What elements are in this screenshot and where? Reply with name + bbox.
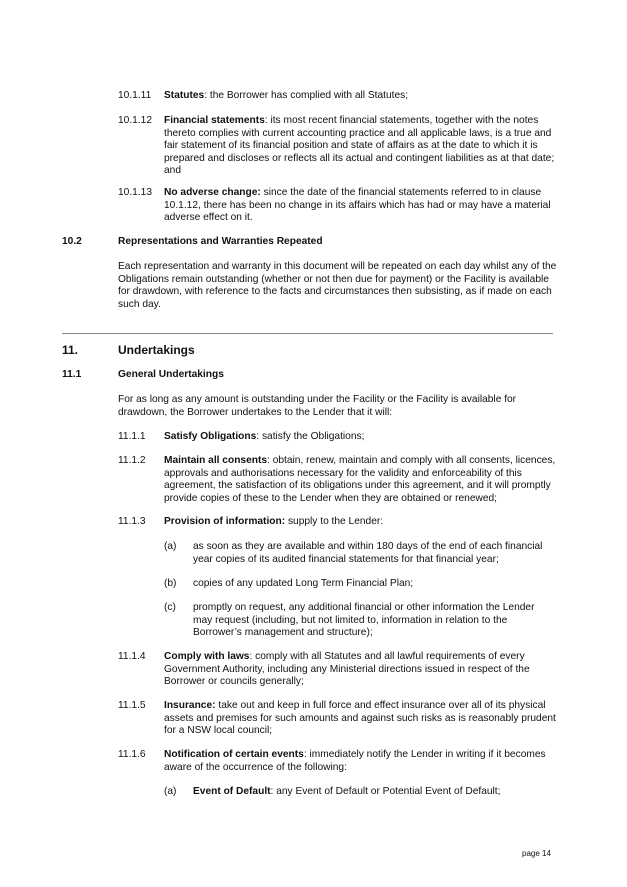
clause-title: Comply with laws [164,651,250,662]
clause-body: supply to the Lender: [285,516,384,527]
subclause-text: promptly on request, any additional financial or other information the Lender may request (including, but not limited to, information in relation to the Borrower’s management and structure); [193,602,535,639]
section-body: For as long as any amount is outstanding under the Facility or the Facility is available for drawdown, the Borrower undertakes to the Lender that it will: [118,394,517,418]
clause-title: Statutes [164,90,205,101]
clause-title: Satisfy Obligations [164,431,257,442]
clause-text [164,431,556,444]
clause-body: take out and keep in full force and effect insurance over all of its physical assets and premises for such amounts and against such risks as is reasonably prudent for a NSW local council; [164,700,556,737]
clause-body: : satisfy the Obligations; [256,431,365,442]
clause-body: : immediately notify the Lender in writing if it becomes aware of the occurrence of the following: [164,749,546,773]
subclause-text: as soon as they are available and within 180 days of the end of each financial year copies of its audited financial statements for that financial year; [193,541,543,565]
clause-body: : the Borrower has complied with all Statutes; [204,90,409,101]
section-heading: Undertakings [118,343,195,357]
section-number: 10.2 [62,236,82,247]
clause-title: Financial statements [164,115,265,126]
clause-title: Event of Default [193,786,271,797]
clause-number: 11.1.1 [118,431,146,442]
clause-text [164,516,556,529]
clause-text [164,90,556,103]
subclause-letter: (b) [164,578,177,589]
clause-title: Maintain all consents [164,455,268,466]
subclause-letter: (a) [164,786,177,797]
clause-number: 10.1.12 [118,115,152,126]
clause-title: Notification of certain events [164,749,304,760]
clause-body: : its most recent financial statements, together with the notes thereto complies with current accounting practice and all applicable laws, is a true and fair statement of its financial position and state of affairs as at the date to which it is prepared and discloses or reflects all its actual and contingent liabilities as at that date; and [164,115,555,177]
subclause-letter: (a) [164,541,177,552]
section-divider [62,333,553,334]
clause-text [164,187,556,225]
clause-number: 11.1.6 [118,749,146,760]
clause-text [164,749,556,774]
section-heading: Representations and Warranties Repeated [118,236,323,247]
clause-title: No adverse change: [164,187,261,198]
clause-number: 11.1.4 [118,651,146,662]
clause-text [164,651,556,689]
clause-body: : obtain, renew, maintain and comply with all consents, licences, approvals and authorisations necessary for the validity and enforceability of this agreement, the satisfaction of its obligations under this agreement, and it will promptly provide copies of these to the Lender when they are obtained or renewed; [164,455,556,504]
clause-body: : comply with all Statutes and all lawful requirements of every Government Authority, including any Ministerial directions issued in respect of the Borrower or councils generally; [164,651,530,688]
clause-body: since the date of the financial statements referred to in clause 10.1.12, there has been no change in its affairs which has had or may have a material adverse effect on it. [164,187,551,224]
clause-text [164,700,556,738]
section-heading: General Undertakings [118,369,224,380]
clause-text [164,115,556,178]
page-number: page 14 [522,849,551,858]
clause-number: 11.1.2 [118,455,146,466]
clause-number: 10.1.11 [118,90,152,101]
clause-number: 11.1.5 [118,700,146,711]
clause-number: 10.1.13 [118,187,152,198]
section-number: 11.1 [62,369,82,380]
section-number: 11. [62,343,79,357]
section-body: Each representation and warranty in this document will be repeated on each day whilst any of the Obligations remain outstanding (whether or not then due for payment) or the Facility is available for drawdown, with reference to the facts and circumstances then subsisting, as if made on each such day. [118,261,557,310]
clause-body: : any Event of Default or Potential Event of Default; [270,786,501,797]
clause-number: 11.1.3 [118,516,146,527]
clause-title: Provision of information: [164,516,286,527]
subclause-text: copies of any updated Long Term Financial Plan; [193,578,414,589]
subclause-letter: (c) [164,602,176,613]
subclause-text [193,786,558,799]
clause-text [164,455,556,505]
clause-title: Insurance: [164,700,216,711]
